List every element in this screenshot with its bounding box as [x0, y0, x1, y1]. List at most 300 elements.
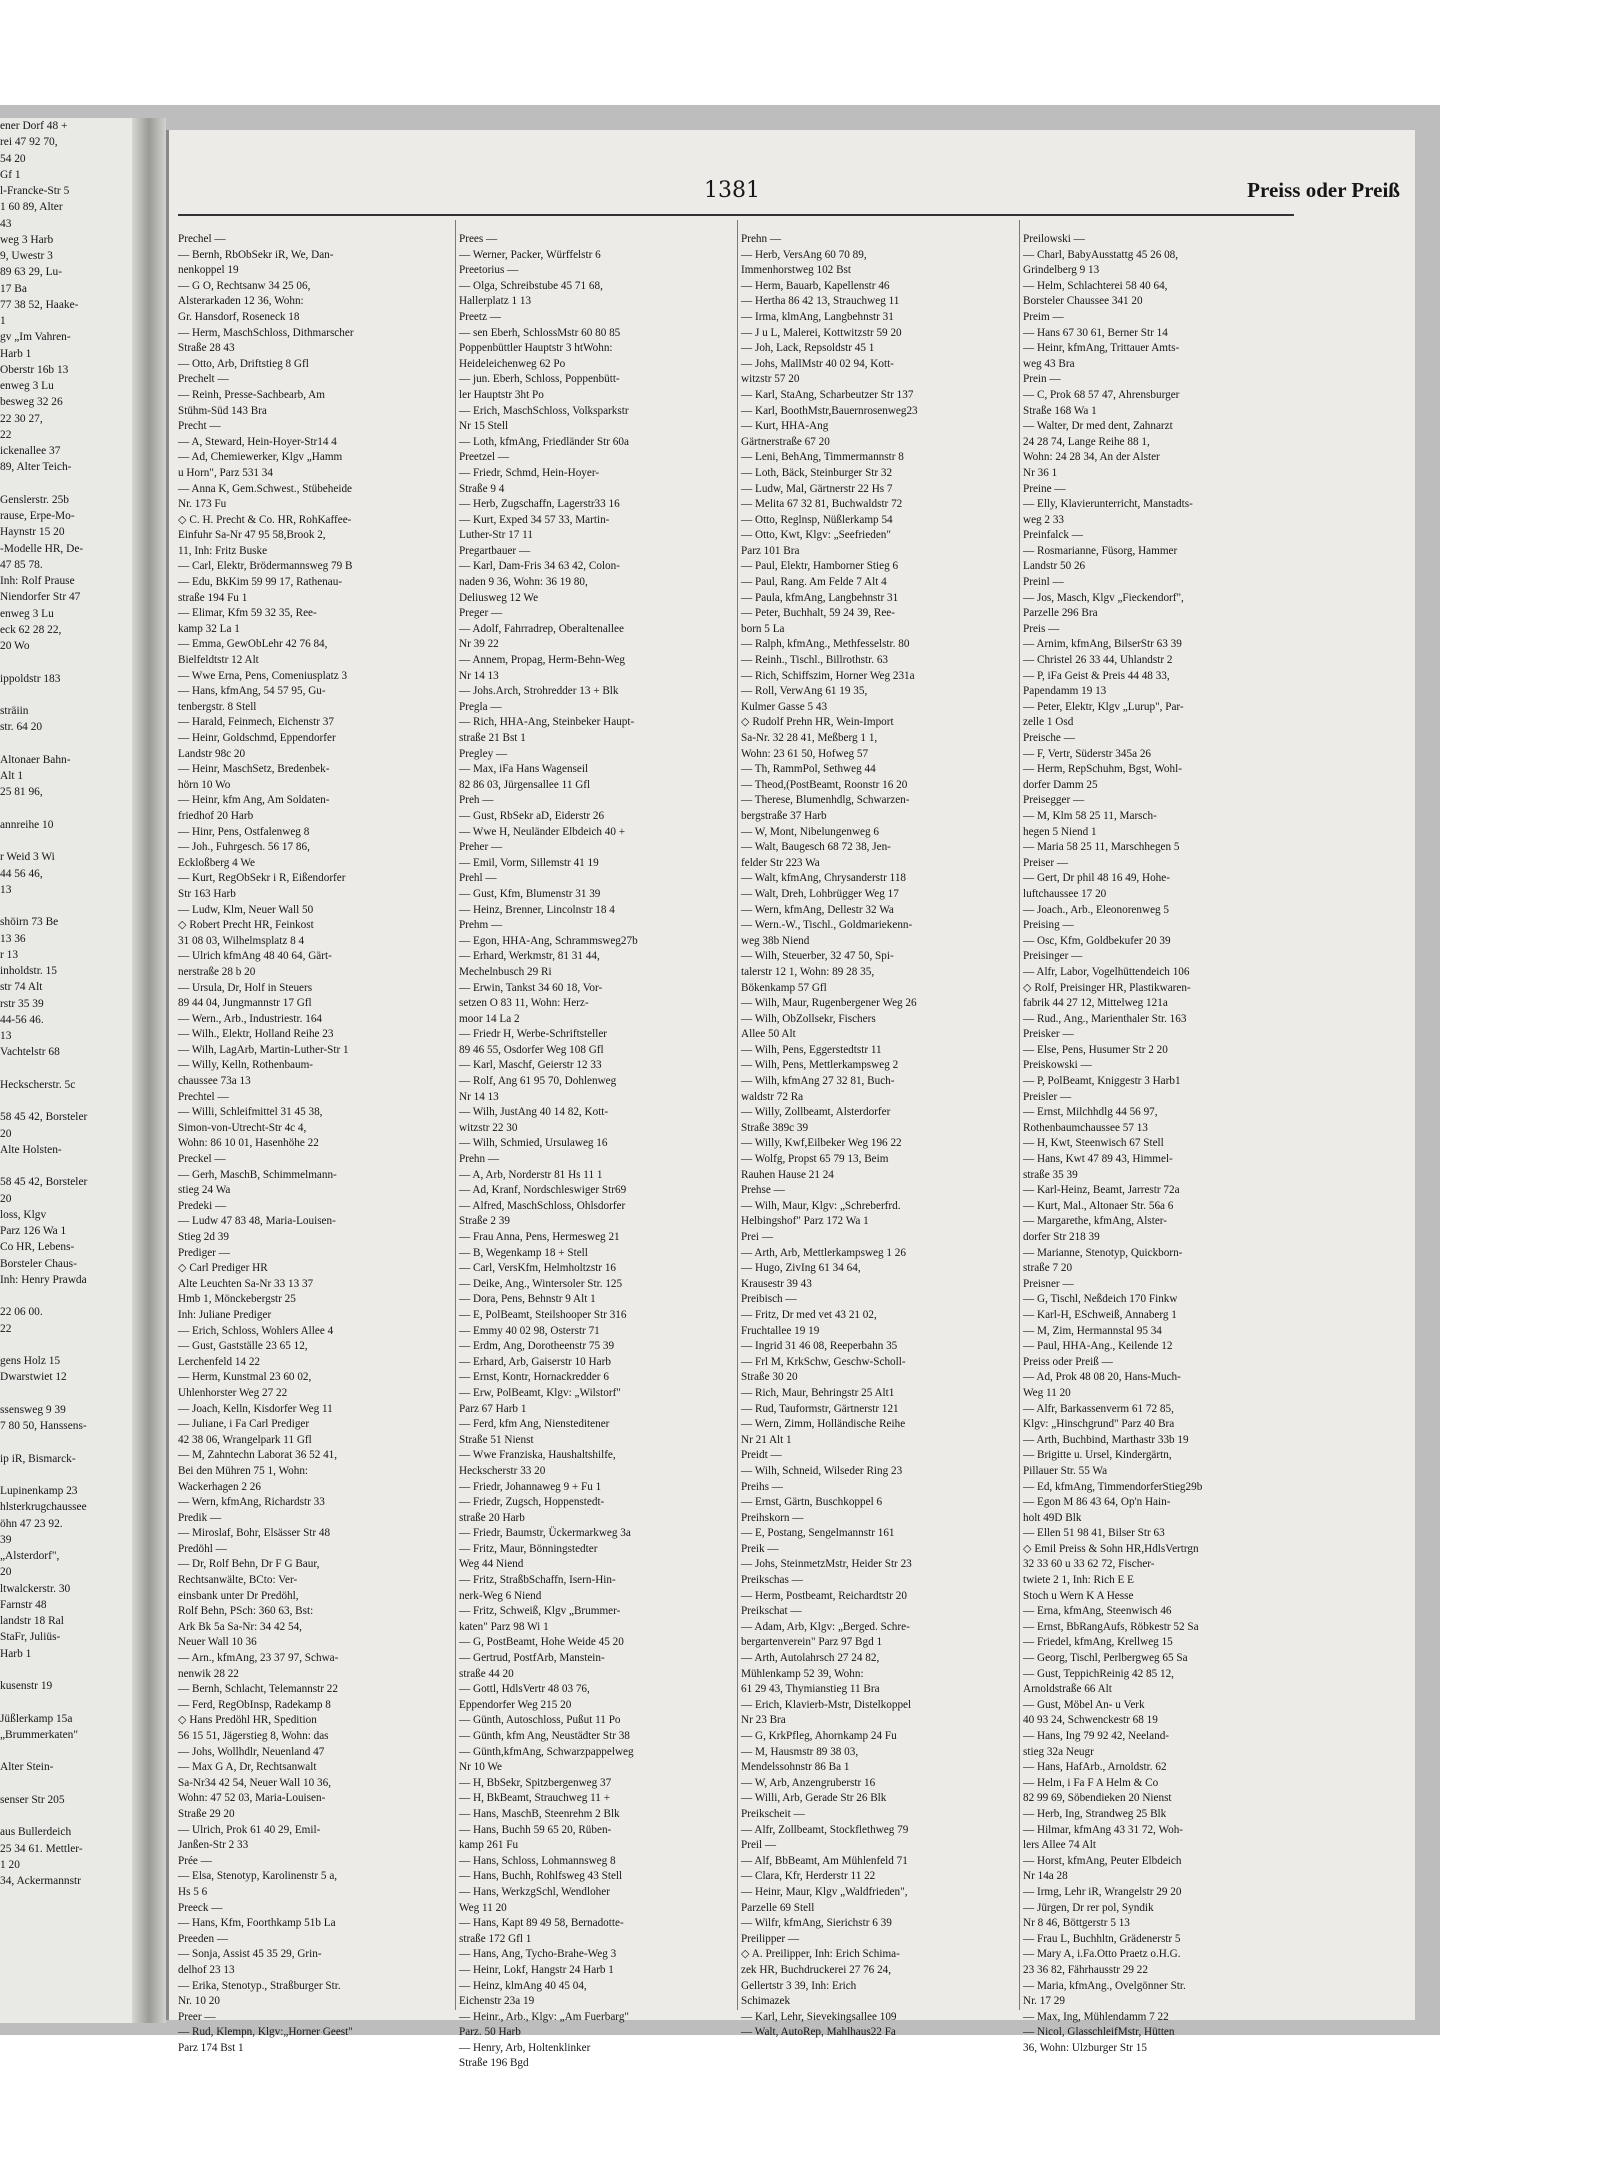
directory-line: — M, Zim, Hermannstal 95 34 [1023, 1324, 1162, 1337]
page-number: 1381 [704, 178, 760, 203]
directory-line: Prei — [741, 1231, 774, 1243]
directory-line: — Arth, Buchbind, Marthastr 33b 19 [1023, 1433, 1189, 1446]
left-facing-page-fragment [0, 118, 132, 2023]
directory-line: weg 43 Bra [1023, 357, 1075, 370]
directory-line: — Ulrich kfmAng 48 40 64, Gärt- [178, 950, 332, 963]
directory-line: — Ferd, RegObInsp, Radekamp 8 [178, 1698, 331, 1711]
directory-line: enweg 3 Lu [0, 380, 54, 392]
directory-line: — Herm, Bauarb, Kapellenstr 46 [741, 279, 890, 292]
directory-line: ◇ C. H. Precht & Co. HR, RohKaffee- [178, 513, 352, 526]
directory-line: 44-56 46. [0, 1013, 44, 1026]
directory-line [0, 1386, 132, 1402]
directory-line: — Hans, HafArb., Arnoldstr. 62 [1023, 1761, 1167, 1774]
directory-line: — Karl, Lehr, Sievekingsallee 109 [741, 2010, 897, 2023]
directory-line: Immenhorstweg 102 Bst [741, 264, 852, 277]
directory-line: Preim — [1023, 310, 1064, 323]
directory-line: Nr 8 46, Böttgerstr 5 13 [1023, 1917, 1130, 1930]
directory-line: — G, KrkPfleg, Ahornkamp 24 Fu [741, 1730, 897, 1742]
directory-line: straße 194 Fu 1 [178, 591, 248, 604]
directory-line: — Otto, Kwt, Klgv: „Seefrieden" [741, 529, 891, 542]
directory-line: kusenstr 19 [0, 1680, 53, 1692]
directory-line: — Erwin, Tankst 34 60 18, Vor- [459, 981, 603, 994]
directory-line: — Sonja, Assist 45 35 29, Grin- [178, 1948, 322, 1961]
directory-line: — Friedr, Johannaweg 9 + Fu 1 [459, 1480, 602, 1493]
directory-line: Nr 39 22 [459, 638, 499, 651]
directory-line: r 13 [0, 948, 19, 961]
directory-line: ◇ Hans Predöhl HR, Spedition [178, 1714, 317, 1727]
directory-line: Preihs — [741, 1480, 783, 1493]
directory-line: holt 49D Blk [1023, 1511, 1082, 1524]
directory-line: rstr 35 39 [0, 997, 44, 1010]
directory-line: — Arth, Autolahrsch 27 24 82, [741, 1652, 880, 1665]
directory-line: — Wilh, Schneid, Wilseder Ring 23 [741, 1464, 903, 1477]
directory-line: Prechtel — [178, 1090, 229, 1103]
directory-line: — Paula, kfmAng, Langbehnstr 31 [741, 591, 899, 604]
directory-line: — Friedel, kfmAng, Krellweg 15 [1023, 1636, 1173, 1649]
directory-line: — B, Wegenkamp 18 + Stell [459, 1246, 588, 1259]
directory-line: 9, Uwestr 3 [0, 250, 53, 262]
directory-line: Straße 389c 39 [741, 1121, 809, 1134]
directory-line: — W, Mont, Nibelungenweg 6 [741, 825, 879, 838]
directory-line: — Ludw 47 83 48, Maria-Louisen- [178, 1215, 336, 1228]
directory-line: kamp 32 La 1 [178, 622, 240, 635]
directory-line: Rothenbaumchaussee 57 13 [1023, 1121, 1148, 1134]
directory-line: Inh: Rolf Prause [0, 575, 75, 587]
directory-line: — Gertrud, PostfArb, Manstein- [459, 1652, 605, 1665]
directory-line: — Brigitte u. Ursel, Kindergärtn, [1023, 1449, 1172, 1462]
directory-line: 58 45 42, Borsteler [0, 1176, 88, 1189]
directory-line: Preikschat — [741, 1605, 802, 1618]
directory-line: 89 46 55, Osdorfer Weg 108 Gfl [459, 1043, 604, 1056]
directory-line: ◇ Rudolf Prehn HR, Wein-Import [741, 716, 894, 729]
directory-line: 1 60 89, Alter [0, 201, 63, 214]
directory-line: — Günth, kfm Ang, Neustädter Str 38 [459, 1730, 630, 1742]
directory-line: witzstr 57 20 [741, 373, 800, 386]
directory-line: nerstraße 28 b 20 [178, 965, 256, 978]
directory-line: — Willy, Zollbeamt, Alsterdorfer [741, 1106, 891, 1119]
directory-line: 56 15 51, Jägerstieg 8, Wohn: das [178, 1730, 329, 1742]
directory-line: 20 Wo [0, 640, 30, 652]
directory-line: — Harald, Feinmech, Eichenstr 37 [178, 716, 334, 729]
directory-line: Preibisch — [741, 1293, 797, 1306]
directory-line: — Gottl, HdlsVertr 48 03 76, [459, 1683, 590, 1696]
directory-line: — Rud, Tauformstr, Gärtnerstr 121 [741, 1402, 899, 1415]
directory-line: Sa-Nr. 32 28 41, Meßberg 1 1, [741, 732, 878, 744]
directory-line: bergstraße 37 Harb [741, 809, 827, 822]
directory-line: — Herb, Zugschaffn, Lagerstr33 16 [459, 498, 620, 511]
directory-line: Preisinger — [1023, 950, 1083, 963]
directory-line: luftchaussee 17 20 [1023, 887, 1107, 900]
directory-line: — Ursula, Dr, Holf in Steuers [178, 981, 313, 994]
directory-line: naden 9 36, Wohn: 36 19 80, [459, 576, 588, 589]
directory-line: Heckscherstr. 5c [0, 1078, 76, 1091]
directory-line: str 74 Alt [0, 981, 43, 994]
directory-line: weg 2 33 [1023, 513, 1065, 526]
directory-line: Preikschas — [741, 1574, 803, 1587]
directory-line: dorfer Damm 25 [1023, 778, 1098, 791]
directory-line: — Fritz, Schweiß, Klgv „Brummer- [459, 1605, 621, 1618]
directory-line: Straße 28 43 [178, 342, 235, 355]
directory-line: — Rud., Ang., Marienthaler Str. 163 [1023, 1012, 1187, 1025]
directory-line: Straße 29 20 [178, 1807, 235, 1820]
directory-line: — Adolf, Fahrradrep, Oberaltenallee [459, 622, 624, 635]
directory-line: — Ellen 51 98 41, Bilser Str 63 [1023, 1527, 1165, 1540]
directory-line: — Herm, Postbeamt, Reichardtstr 20 [741, 1589, 907, 1602]
directory-line: — Georg, Tischl, Perlbergweg 65 Sa [1023, 1652, 1188, 1665]
directory-line: — Hans, Kwt 47 89 43, Himmel- [1023, 1153, 1173, 1166]
directory-line: Parz 101 Bra [741, 544, 800, 557]
directory-line: Nr 14 13 [459, 1090, 499, 1103]
directory-line: setzen O 83 11, Wohn: Herz- [459, 997, 589, 1010]
directory-line: Prediger — [178, 1246, 230, 1259]
directory-line: — Wern.-W., Tischl., Goldmariekenn- [741, 919, 913, 932]
directory-line: Nr 21 Alt 1 [741, 1433, 792, 1446]
directory-line: Borsteler Chaussee 341 20 [1023, 295, 1143, 308]
directory-line: — Hertha 86 42 13, Strauchweg 11 [741, 295, 900, 308]
directory-line: ◇ Rolf, Preisinger HR, Plastikwaren- [1023, 981, 1191, 994]
directory-line: 13 [0, 883, 12, 896]
directory-line: — Jos, Masch, Klgv „Fieckendorf", [1023, 591, 1184, 604]
directory-line: — H, Kwt, Steenwisch 67 Stell [1023, 1137, 1164, 1150]
directory-line: — Dr, Rolf Behn, Dr F G Baur, [178, 1558, 320, 1571]
directory-line: delhof 23 13 [178, 1963, 235, 1976]
directory-line: — Peter, Elektr, Klgv „Lurup", Par- [1023, 700, 1184, 713]
directory-line: Landstr 50 26 [1023, 560, 1086, 573]
directory-line: — Rolf, Ang 61 95 70, Dohlenweg [459, 1075, 617, 1088]
directory-line: Preh — [459, 794, 494, 807]
directory-line: Straße 9 4 [459, 482, 505, 495]
directory-line: weg 3 Harb [0, 233, 54, 246]
directory-line: — Gust, Gastställe 23 65 12, [178, 1340, 308, 1353]
directory-line: — Nicol, GlasschleifMstr, Hütten [1023, 2026, 1175, 2039]
directory-line: 7 80 50, Hanssens- [0, 1420, 87, 1432]
directory-line: 58 45 42, Borsteler [0, 1111, 88, 1124]
directory-line [0, 1158, 132, 1174]
directory-line: Preisker — [1023, 1028, 1074, 1041]
directory-line: twiete 2 1, Inh: Rich E E [1023, 1574, 1134, 1587]
directory-line: ickenallee 37 [0, 445, 61, 457]
directory-line: — Jürgen, Dr rer pol, Syndik [1023, 1901, 1154, 1914]
directory-line: Nr 10 We [459, 1761, 503, 1774]
directory-line: Weg 44 Niend [459, 1558, 524, 1571]
directory-line: — Hans, Schloss, Lohmannsweg 8 [459, 1854, 616, 1867]
directory-line: — Hinr, Pens, Ostfalenweg 8 [178, 825, 310, 838]
directory-line: straße 35 39 [1023, 1168, 1078, 1181]
directory-line: Predeki — [178, 1199, 227, 1212]
directory-line: — Osc, Kfm, Goldbekufer 20 39 [1023, 934, 1171, 947]
directory-line: — Johs, SteinmetzMstr, Heider Str 23 [741, 1558, 912, 1571]
directory-line: kamp 261 Fu [459, 1839, 519, 1852]
directory-line: Alter Stein- [0, 1761, 54, 1774]
directory-line: — A, Arb, Norderstr 81 Hs 11 1 [459, 1168, 603, 1181]
book-gutter [132, 118, 166, 2023]
directory-line: — Heinr, Lokf, Hangstr 24 Harb 1 [459, 1963, 614, 1976]
directory-line: — Kurt, Exped 34 57 33, Martin- [459, 513, 610, 526]
directory-line: stieg 24 Wa [178, 1184, 231, 1197]
directory-line: Eppendorfer Weg 215 20 [459, 1698, 572, 1711]
directory-line: — Ernst, Kontr, Hornackredder 6 [459, 1371, 609, 1384]
directory-line: — Peter, Buchhalt, 59 24 39, Ree- [741, 607, 895, 620]
directory-line [0, 898, 132, 914]
directory-line: Preinfalck — [1023, 529, 1083, 542]
directory-line: — Elsa, Stenotyp, Karolinenstr 5 a, [178, 1870, 338, 1883]
directory-line: — Werner, Packer, Würffelstr 6 [459, 248, 601, 261]
directory-line: — Rich, HHA-Ang, Steinbeker Haupt- [459, 716, 635, 729]
directory-line: Preising — [1023, 919, 1074, 932]
directory-line: Parzelle 69 Stell [741, 1901, 815, 1914]
directory-line: — Otto, Arb, Driftstieg 8 Gfl [178, 357, 309, 370]
directory-line: — Wwe H, Neuländer Elbdeich 40 + [459, 825, 626, 838]
directory-column-3 [741, 232, 1013, 2039]
directory-line: 25 81 96, [0, 786, 43, 799]
directory-line: — Herb, VersAng 60 70 89, [741, 248, 867, 261]
directory-line: Krausestr 39 43 [741, 1277, 812, 1290]
directory-line: 24 28 74, Lange Reihe 88 1, [1023, 435, 1150, 448]
directory-line: — A, Steward, Hein-Hoyer-Str14 4 [178, 435, 337, 448]
directory-line: stieg 32a Neugr [1023, 1745, 1094, 1758]
directory-line: 89, Alter Teich- [0, 461, 72, 474]
directory-line: Prein — [1023, 373, 1061, 386]
directory-line: — Karl, Dam-Fris 34 63 42, Colon- [459, 560, 620, 573]
directory-line: — Irmg, Lehr iR, Wrangelstr 29 20 [1023, 1885, 1182, 1898]
directory-line: 13 [0, 1030, 12, 1042]
directory-line: — Rich, Schiffszim, Horner Weg 231a [741, 669, 915, 682]
directory-line: — Roll, VerwAng 61 19 35, [741, 685, 868, 698]
directory-line: — Clara, Kfr, Herderstr 11 22 [741, 1870, 876, 1883]
directory-line: 1 20 [0, 1858, 20, 1871]
directory-line: — Arth, Arb, Mettlerkampsweg 1 26 [741, 1246, 906, 1259]
directory-line: — Gust, RbSekr aD, Eiderstr 26 [459, 809, 605, 822]
directory-line: Prechel — [178, 233, 226, 245]
directory-line: Bei den Mühren 75 1, Wohn: [178, 1464, 309, 1477]
directory-line: — Therese, Blumenhdlg, Schwarzen- [741, 794, 910, 807]
directory-line: Preetzel — [459, 451, 510, 464]
directory-line: 20 [0, 1192, 12, 1205]
directory-line: aus Bullerdeich [0, 1826, 72, 1839]
directory-line: — Charl, BabyAusstattg 45 26 08, [1023, 248, 1179, 261]
directory-line: — G, Tischl, Neßdeich 170 Finkw [1023, 1293, 1178, 1306]
directory-line: Preher — [459, 841, 503, 854]
directory-line: Parz 126 Wa 1 [0, 1225, 67, 1237]
directory-line: Preisegger — [1023, 794, 1085, 807]
directory-line [0, 687, 132, 703]
directory-line: — Hilmar, kfmAng 43 31 72, Woh- [1023, 1823, 1184, 1836]
column-divider [455, 220, 456, 2010]
directory-line: 36, Wohn: Ulzburger Str 15 [1023, 2041, 1147, 2054]
directory-line: — Wilh, Pens, Mettlerkampsweg 2 [741, 1059, 899, 1072]
directory-column-2 [459, 232, 731, 2070]
directory-line: — Ludw, Klm, Neuer Wall 50 [178, 903, 314, 916]
directory-line: — Ralph, kfmAng., Methfesselstr. 80 [741, 638, 910, 651]
directory-line: — Erna, kfmAng, Steenwisch 46 [1023, 1605, 1172, 1618]
directory-line [0, 476, 132, 492]
directory-line: — Max, Ing, Mühlendamm 7 22 [1023, 2010, 1169, 2023]
directory-line: straße 20 Harb [459, 1511, 525, 1524]
directory-line [0, 801, 132, 817]
directory-line: — Kurt, Mal., Altonaer Str. 56a 6 [1023, 1199, 1174, 1212]
directory-line: — Herm, RepSchuhm, Bgst, Wohl- [1023, 763, 1182, 776]
directory-line: — Helm, i Fa F A Helm & Co [1023, 1776, 1159, 1789]
directory-line [0, 1694, 132, 1710]
directory-line: — Egon M 86 43 64, Op'n Hain- [1023, 1496, 1171, 1509]
directory-line: — Wilh, Pens, Eggerstedtstr 11 [741, 1043, 882, 1056]
directory-line: — Wilfr, kfmAng, Sierichstr 6 39 [741, 1917, 892, 1930]
directory-line: — Gerh, MaschB, Schimmelmann- [178, 1168, 337, 1181]
directory-line: — Loth, kfmAng, Friedländer Str 60a [459, 435, 629, 448]
directory-line: nerk-Weg 6 Niend [459, 1589, 542, 1602]
directory-line: rause, Erpe-Mo- [0, 510, 75, 522]
directory-line: Preisler — [1023, 1090, 1072, 1103]
directory-line: — Wern., Arb., Industriestr. 164 [178, 1012, 323, 1025]
directory-line: — Henry, Arb, Holtenklinker [459, 2041, 591, 2054]
directory-line: Bielfeldtstr 12 Alt [178, 654, 259, 667]
directory-line: — Margarethe, kfmAng, Alster- [1023, 1215, 1168, 1228]
directory-line [0, 1093, 132, 1109]
directory-line: — Kurt, RegObSekr i R, Eißendorfer [178, 872, 346, 885]
directory-line: Preilipper — [741, 1932, 800, 1945]
directory-line: „Brummerkaten" [0, 1728, 79, 1741]
directory-line: Alte Holsten- [0, 1143, 62, 1156]
directory-line: Oberstr 16b 13 [0, 363, 69, 376]
directory-line: 39 [0, 1533, 12, 1546]
directory-line: born 5 La [741, 622, 785, 635]
directory-line: — Walter, Dr med dent, Zahnarzt [1023, 420, 1173, 433]
directory-line: — Ernst, Gärtn, Buschkoppel 6 [741, 1496, 883, 1509]
directory-line: Pregla — [459, 700, 502, 713]
directory-line: Schimazek [741, 1995, 791, 2008]
directory-line: 32 33 60 u 33 62 72, Fischer- [1023, 1558, 1155, 1571]
directory-line: Sa-Nr34 42 54, Neuer Wall 10 36, [178, 1776, 332, 1789]
directory-line: — E, PolBeamt, Steilshooper Str 316 [459, 1308, 627, 1321]
directory-line: — Gust, Kfm, Blumenstr 31 39 [459, 887, 601, 900]
directory-line: — Hans, Kfm, Foorthkamp 51b La [178, 1917, 336, 1930]
directory-line: moor 14 La 2 [459, 1012, 520, 1025]
directory-line: — Rosmarianne, Füsorg, Hammer [1023, 544, 1178, 557]
directory-line: — M, Zahntechn Laborat 36 52 41, [178, 1449, 338, 1462]
directory-line: Nr. 10 20 [178, 1995, 220, 2008]
directory-line: — Leni, BehAng, Timmermannstr 8 [741, 451, 904, 464]
directory-line: — Wern, Zimm, Holländische Reihe [741, 1418, 906, 1431]
directory-line: ◇ A. Preilipper, Inh: Erich Schima- [741, 1948, 900, 1961]
directory-line: — Günth,kfmAng, Schwarzpappelweg [459, 1745, 634, 1758]
directory-line [0, 1337, 132, 1353]
directory-line: — Erich, MaschSchloss, Volksparkstr [459, 404, 629, 417]
directory-line: Nr 15 Stell [459, 420, 509, 433]
directory-line: — Kurt, HHA-Ang [741, 420, 829, 433]
directory-line: straße 21 Bst 1 [459, 732, 526, 744]
directory-line: — Erhard, Werkmstr, 81 31 44, [459, 950, 600, 963]
directory-line: hlsterkrugchaussee [0, 1501, 87, 1514]
directory-line: Luther-Str 17 11 [459, 529, 533, 542]
directory-line: — Ernst, BbRangAufs, Röbkestr 52 Sa [1023, 1620, 1199, 1633]
directory-line: Arnoldstraße 66 Alt [1023, 1683, 1112, 1696]
directory-line: inholdstr. 15 [0, 965, 57, 977]
directory-line: — Ludw, Mal, Gärtnerstr 22 Hs 7 [741, 482, 893, 495]
directory-line: nenwik 28 22 [178, 1667, 239, 1680]
directory-line: Dwarstwiet 12 [0, 1371, 67, 1384]
directory-line: — Olga, Schreibstube 45 71 68, [459, 279, 603, 292]
directory-line: eck 62 28 22, [0, 623, 62, 636]
directory-line: Gellertstr 3 39, Inh: Erich [741, 1979, 857, 1992]
directory-line: — Erich, Schloss, Wohlers Allee 4 [178, 1324, 334, 1337]
directory-line: — Erika, Stenotyp., Straßburger Str. [178, 1979, 341, 1992]
directory-line [0, 1662, 132, 1678]
directory-line: 22 06 00. [0, 1306, 43, 1319]
directory-line: Straße 51 Nienst [459, 1433, 534, 1446]
directory-line: Rauhen Hause 21 24 [741, 1168, 834, 1181]
directory-line: 23 36 82, Fährhausstr 29 22 [1023, 1963, 1148, 1976]
directory-line: — Frau Anna, Pens, Hermesweg 21 [459, 1231, 620, 1243]
directory-line: Simon-von-Utrecht-Str 4c 4, [178, 1121, 307, 1134]
directory-line: — Erw, PolBeamt, Klgv: „Wilstorf" [459, 1386, 621, 1399]
directory-line: — Fritz, Maur, Bönningstedter [459, 1542, 598, 1555]
directory-line: — Paul, HHA-Ang., Keilende 12 [1023, 1340, 1173, 1353]
directory-line: Uhlenhorster Weg 27 22 [178, 1386, 288, 1399]
directory-line: — Ad, Kranf, Nordschleswiger Str69 [459, 1184, 627, 1197]
directory-line: — Fritz, StraßbSchaffn, Isern-Hin- [459, 1574, 616, 1587]
directory-line: Janßen-Str 2 33 [178, 1839, 249, 1852]
directory-line: Preiss oder Preiß — [1023, 1355, 1113, 1368]
directory-line: — Otto, Reglnsp, Nüßlerkamp 54 [741, 513, 893, 526]
directory-line: — Wilh, Maur, Klgv: „Schreberfrd. [741, 1199, 901, 1212]
directory-line: — Emma, GewObLehr 42 76 84, [178, 638, 328, 651]
directory-line: Preilowski — [1023, 233, 1085, 245]
directory-line: Mendelssohnstr 86 Ba 1 [741, 1761, 850, 1774]
directory-line: Gf 1 [0, 168, 21, 181]
directory-line: Heckscherstr 33 20 [459, 1464, 546, 1477]
directory-line: — G O, Rechtsanw 34 25 06, [178, 279, 311, 292]
directory-line: — Erhard, Arb, Gaiserstr 10 Harb [459, 1355, 611, 1368]
directory-line: — Dora, Pens, Behnstr 9 Alt 1 [459, 1293, 596, 1306]
directory-line: — Max, iFa Hans Wagenseil [459, 763, 589, 776]
directory-line: — Gust, Möbel An- u Verk [1023, 1698, 1145, 1711]
directory-line: — Carl, Elektr, Brödermannsweg 79 B [178, 560, 353, 573]
directory-line: — Max G A, Dr, Rechtsanwalt [178, 1761, 317, 1774]
directory-line: Parz 174 Bst 1 [178, 2041, 244, 2054]
directory-line: loss, Klgv [0, 1208, 47, 1221]
directory-line: — Theod,(PostBeamt, Roonstr 16 20 [741, 778, 908, 791]
directory-line: zek HR, Buchdruckerei 27 76 24, [741, 1963, 892, 1976]
directory-line: felder Str 223 Wa [741, 856, 820, 869]
directory-line: — Reinh., Tischl., Billrothstr. 63 [741, 654, 889, 667]
directory-line: Vachtelstr 68 [0, 1046, 60, 1059]
directory-line: — Wwe Franziska, Haushaltshilfe, [459, 1449, 616, 1462]
directory-line: 54 20 [0, 152, 26, 165]
directory-line: Preihskorn — [741, 1511, 804, 1524]
directory-line: — M, Hausmstr 89 38 03, [741, 1745, 859, 1758]
directory-line: — Hans 67 30 61, Berner Str 14 [1023, 326, 1168, 339]
directory-line: — Herm, MaschSchloss, Dithmarscher [178, 326, 354, 339]
directory-line: Weg 11 20 [1023, 1386, 1071, 1399]
directory-line: — Willy, Kelln, Rothenbaum- [178, 1059, 314, 1072]
directory-line: — Heinz, Brenner, Lincolnstr 18 4 [459, 903, 615, 916]
directory-line: hegen 5 Niend 1 [1023, 825, 1097, 838]
directory-line: Hallerplatz 1 13 [459, 295, 532, 308]
directory-line: — Karl, Maschf, Geierstr 12 33 [459, 1059, 602, 1072]
directory-line: — Miroslaf, Bohr, Elsässer Str 48 [178, 1527, 331, 1540]
directory-line: — Karl, StaAng, Scharbeutzer Str 137 [741, 388, 914, 401]
directory-column-1 [178, 232, 450, 2054]
directory-line: lers Allee 74 Alt [1023, 1839, 1097, 1852]
directory-line: — Frau L, Buchhltn, Grädenerstr 5 [1023, 1932, 1181, 1945]
directory-line: ssensweg 9 39 [0, 1403, 66, 1416]
directory-line: — Arnim, kfmAng, BilserStr 63 39 [1023, 638, 1182, 651]
directory-line: r Weid 3 Wi [0, 851, 55, 864]
directory-line: — Friedr, Baumstr, Ückermarkweg 3a [459, 1527, 631, 1540]
directory-line: Preisner — [1023, 1277, 1074, 1290]
directory-line: — Ad, Chemiewerker, Klgv „Hamm [178, 451, 343, 464]
directory-line [0, 1743, 132, 1759]
